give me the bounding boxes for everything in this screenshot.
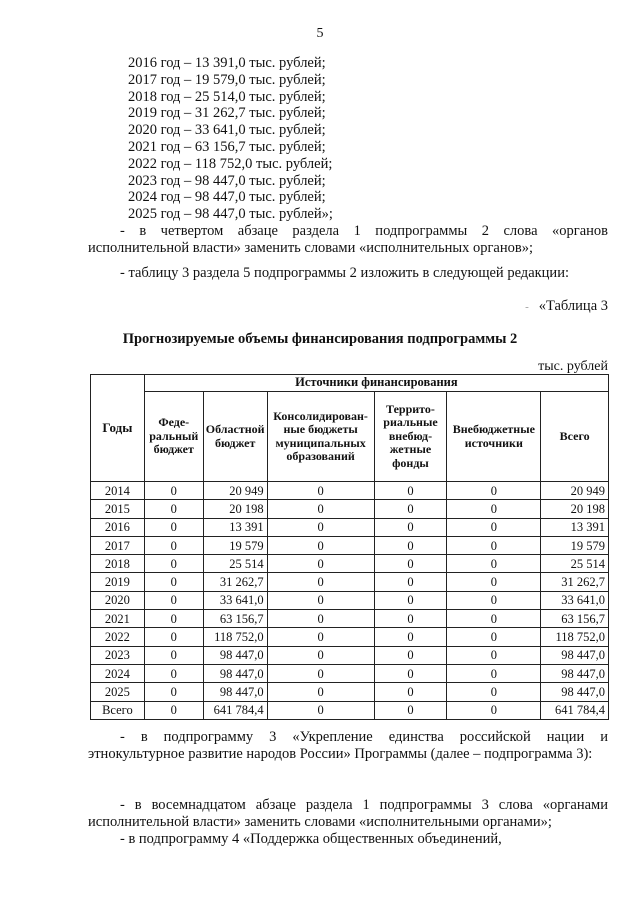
cell-total: 31 262,7	[541, 573, 609, 591]
cell-year: 2019	[91, 573, 145, 591]
cell-year: 2015	[91, 500, 145, 518]
table-row	[91, 536, 609, 554]
cell-territorial: 0	[374, 591, 447, 609]
cell-federal: 0	[144, 628, 203, 646]
header-territorial-funds: Террито-риальные внебюд-жетные фонды	[374, 392, 447, 482]
cell-year: 2016	[91, 518, 145, 536]
table-row	[91, 646, 609, 664]
cell-municipal: 0	[267, 646, 374, 664]
cell-federal: 0	[144, 664, 203, 682]
cell-federal: 0	[144, 610, 203, 628]
table-row	[91, 482, 609, 500]
cell-municipal: 0	[267, 701, 374, 719]
cell-year: 2022	[91, 628, 145, 646]
table-row	[91, 555, 609, 573]
cell-federal: 0	[144, 646, 203, 664]
cell-extrabudget: 0	[447, 683, 541, 701]
cell-territorial: 0	[374, 664, 447, 682]
cell-municipal: 0	[267, 573, 374, 591]
cell-regional: 98 447,0	[203, 683, 267, 701]
cell-municipal: 0	[267, 664, 374, 682]
year-line: 2024 год – 98 447,0 тыс. рублей;	[128, 189, 326, 206]
cell-total: 20 198	[541, 500, 609, 518]
table-row	[91, 628, 609, 646]
cell-federal: 0	[144, 500, 203, 518]
table-units: тыс. рублей	[538, 359, 608, 374]
cell-municipal: 0	[267, 518, 374, 536]
cell-total: 20 949	[541, 482, 609, 500]
table-row	[91, 591, 609, 609]
header-total: Всего	[541, 392, 609, 482]
year-line: 2021 год – 63 156,7 тыс. рублей;	[128, 138, 326, 155]
cell-municipal: 0	[267, 555, 374, 573]
cell-extrabudget: 0	[447, 628, 541, 646]
table-label	[525, 298, 608, 315]
table-row	[91, 664, 609, 682]
cell-municipal: 0	[267, 610, 374, 628]
cell-federal: 0	[144, 536, 203, 554]
cell-regional: 19 579	[203, 536, 267, 554]
cell-regional: 20 198	[203, 500, 267, 518]
cell-year: 2021	[91, 610, 145, 628]
table-label-text: «Таблица 3	[538, 298, 608, 314]
cell-federal: 0	[144, 555, 203, 573]
page-number: 5	[316, 26, 324, 41]
table-row	[91, 500, 609, 518]
cell-extrabudget: 0	[447, 610, 541, 628]
year-line: 2022 год – 118 752,0 тыс. рублей;	[128, 155, 333, 172]
cell-municipal: 0	[267, 536, 374, 554]
header-funding-sources: Источники финансирования	[144, 375, 608, 392]
cell-regional: 31 262,7	[203, 573, 267, 591]
cell-federal: 0	[144, 683, 203, 701]
cell-federal: 0	[144, 573, 203, 591]
cell-municipal: 0	[267, 683, 374, 701]
paragraph-amend-section1: - в четвертом абзаце раздела 1 подпрограммы 2 слова «органов исполнительной власти» заменить словами «исполнительных органов»;	[88, 223, 608, 256]
cell-municipal: 0	[267, 591, 374, 609]
cell-territorial: 0	[374, 610, 447, 628]
cell-total: 98 447,0	[541, 683, 609, 701]
cell-regional: 118 752,0	[203, 628, 267, 646]
table-row	[91, 573, 609, 591]
year-line: 2017 год – 19 579,0 тыс. рублей;	[128, 71, 326, 88]
cell-extrabudget: 0	[447, 701, 541, 719]
cell-year: 2017	[91, 536, 145, 554]
header-regional-budget: Областной бюджет	[203, 392, 267, 482]
cell-extrabudget: 0	[447, 591, 541, 609]
cell-year: 2025	[91, 683, 145, 701]
cell-federal: 0	[144, 591, 203, 609]
cell-territorial: 0	[374, 518, 447, 536]
cell-regional: 25 514	[203, 555, 267, 573]
cell-extrabudget: 0	[447, 573, 541, 591]
table-title: Прогнозируемые объемы финансирования подпрограммы 2	[122, 331, 518, 347]
cell-total: 98 447,0	[541, 646, 609, 664]
cell-regional: 641 784,4	[203, 701, 267, 719]
cell-total: 98 447,0	[541, 664, 609, 682]
cell-regional: 98 447,0	[203, 664, 267, 682]
cell-extrabudget: 0	[447, 518, 541, 536]
cell-municipal: 0	[267, 500, 374, 518]
year-line: 2020 год – 33 641,0 тыс. рублей;	[128, 122, 326, 139]
cell-extrabudget: 0	[447, 646, 541, 664]
cell-total: 118 752,0	[541, 628, 609, 646]
header-federal-budget: Феде-ральный бюджет	[144, 392, 203, 482]
cell-extrabudget: 0	[447, 555, 541, 573]
cell-regional: 20 949	[203, 482, 267, 500]
cell-territorial: 0	[374, 573, 447, 591]
cell-total: 13 391	[541, 518, 609, 536]
year-line: 2023 год – 98 447,0 тыс. рублей;	[128, 172, 326, 189]
header-extrabudget-sources: Внебюджетные источники	[447, 392, 541, 482]
cell-regional: 33 641,0	[203, 591, 267, 609]
cell-territorial: 0	[374, 646, 447, 664]
year-funding-list	[128, 55, 333, 223]
cell-extrabudget: 0	[447, 664, 541, 682]
table-row	[91, 683, 609, 701]
cell-total: 641 784,4	[541, 701, 609, 719]
cell-total: 19 579	[541, 536, 609, 554]
cell-federal: 0	[144, 518, 203, 536]
cell-territorial: 0	[374, 701, 447, 719]
year-line: 2025 год – 98 447,0 тыс. рублей»;	[128, 206, 333, 223]
paragraph-amend-subprogram3: - в восемнадцатом абзаце раздела 1 подпрограммы 3 слова «органами исполнительной власти» заменить словами «исполнительными органами»;	[88, 797, 608, 830]
cell-territorial: 0	[374, 482, 447, 500]
cell-extrabudget: 0	[447, 500, 541, 518]
cell-regional: 63 156,7	[203, 610, 267, 628]
cell-territorial: 0	[374, 500, 447, 518]
cell-federal: 0	[144, 701, 203, 719]
table-label-dash: -	[525, 301, 529, 313]
cell-year: 2014	[91, 482, 145, 500]
header-years: Годы	[91, 375, 145, 482]
year-line: 2018 год – 25 514,0 тыс. рублей;	[128, 88, 326, 105]
cell-municipal: 0	[267, 482, 374, 500]
table-row	[91, 610, 609, 628]
cell-total: 25 514	[541, 555, 609, 573]
paragraph-subprogram4: - в подпрограмму 4 «Поддержка общественных объединений,	[120, 831, 502, 847]
year-line: 2019 год – 31 262,7 тыс. рублей;	[128, 105, 326, 122]
header-municipal-budgets: Консолидирован-ные бюджеты муниципальных образований	[267, 392, 374, 482]
cell-territorial: 0	[374, 628, 447, 646]
cell-extrabudget: 0	[447, 482, 541, 500]
year-line: 2016 год – 13 391,0 тыс. рублей;	[128, 55, 326, 71]
table-row	[91, 518, 609, 536]
cell-year: 2018	[91, 555, 145, 573]
cell-total: 63 156,7	[541, 610, 609, 628]
paragraph-subprogram3: - в подпрограмму 3 «Укрепление единства российской нации и этнокультурное развитие народов России» Программы (далее – подпрограмма 3):	[88, 729, 608, 762]
cell-regional: 98 447,0	[203, 646, 267, 664]
cell-year: 2020	[91, 591, 145, 609]
cell-total: 33 641,0	[541, 591, 609, 609]
cell-territorial: 0	[374, 683, 447, 701]
cell-extrabudget: 0	[447, 536, 541, 554]
table-row	[91, 701, 609, 719]
cell-regional: 13 391	[203, 518, 267, 536]
cell-territorial: 0	[374, 536, 447, 554]
cell-federal: 0	[144, 482, 203, 500]
cell-year: Всего	[91, 701, 145, 719]
cell-year: 2024	[91, 664, 145, 682]
cell-municipal: 0	[267, 628, 374, 646]
paragraph-table3-intro: - таблицу 3 раздела 5 подпрограммы 2 изложить в следующей редакции:	[120, 265, 569, 281]
financing-table	[90, 374, 609, 720]
cell-territorial: 0	[374, 555, 447, 573]
cell-year: 2023	[91, 646, 145, 664]
